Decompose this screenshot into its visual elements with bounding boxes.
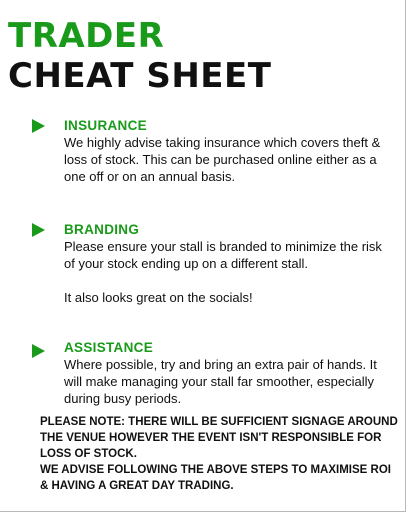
title-trader: TRADER [8,16,165,56]
section-heading-branding: BRANDING [64,222,140,237]
section-body-assistance [64,356,382,407]
assistance-paragraph: Where possible, try and bring an extra pair of hands. It will make managing your stall far smoother, especially during busy periods. [64,357,377,406]
play-arrow-icon [32,119,45,133]
section-heading-assistance: ASSISTANCE [64,340,154,355]
branding-paragraph-1: Please ensure your stall is branded to minimize the risk of your stock ending up on a different stall. [64,239,382,271]
play-arrow-icon [32,344,45,358]
title-cheat-sheet: CHEAT SHEET [8,56,272,96]
section-heading-insurance: INSURANCE [64,118,147,133]
play-arrow-icon [32,223,45,237]
disclaimer-note [40,414,400,494]
disclaimer-line-2: WE ADVISE FOLLOWING THE ABOVE STEPS TO MAXIMISE ROI & HAVING A GREAT DAY TRADING. [40,464,391,492]
section-body-insurance [64,134,382,185]
insurance-paragraph: We highly advise taking insurance which covers theft & loss of stock. This can be purchased online either as a one off or on an annual basis. [64,135,381,184]
disclaimer-line-1: PLEASE NOTE: THERE WILL BE SUFFICIENT SIGNAGE AROUND THE VENUE HOWEVER THE EVENT ISN'T RESPONSIBLE FOR LOSS OF STOCK. [40,416,398,460]
section-body-branding [64,238,382,306]
branding-paragraph-2: It also looks great on the socials! [64,290,253,305]
